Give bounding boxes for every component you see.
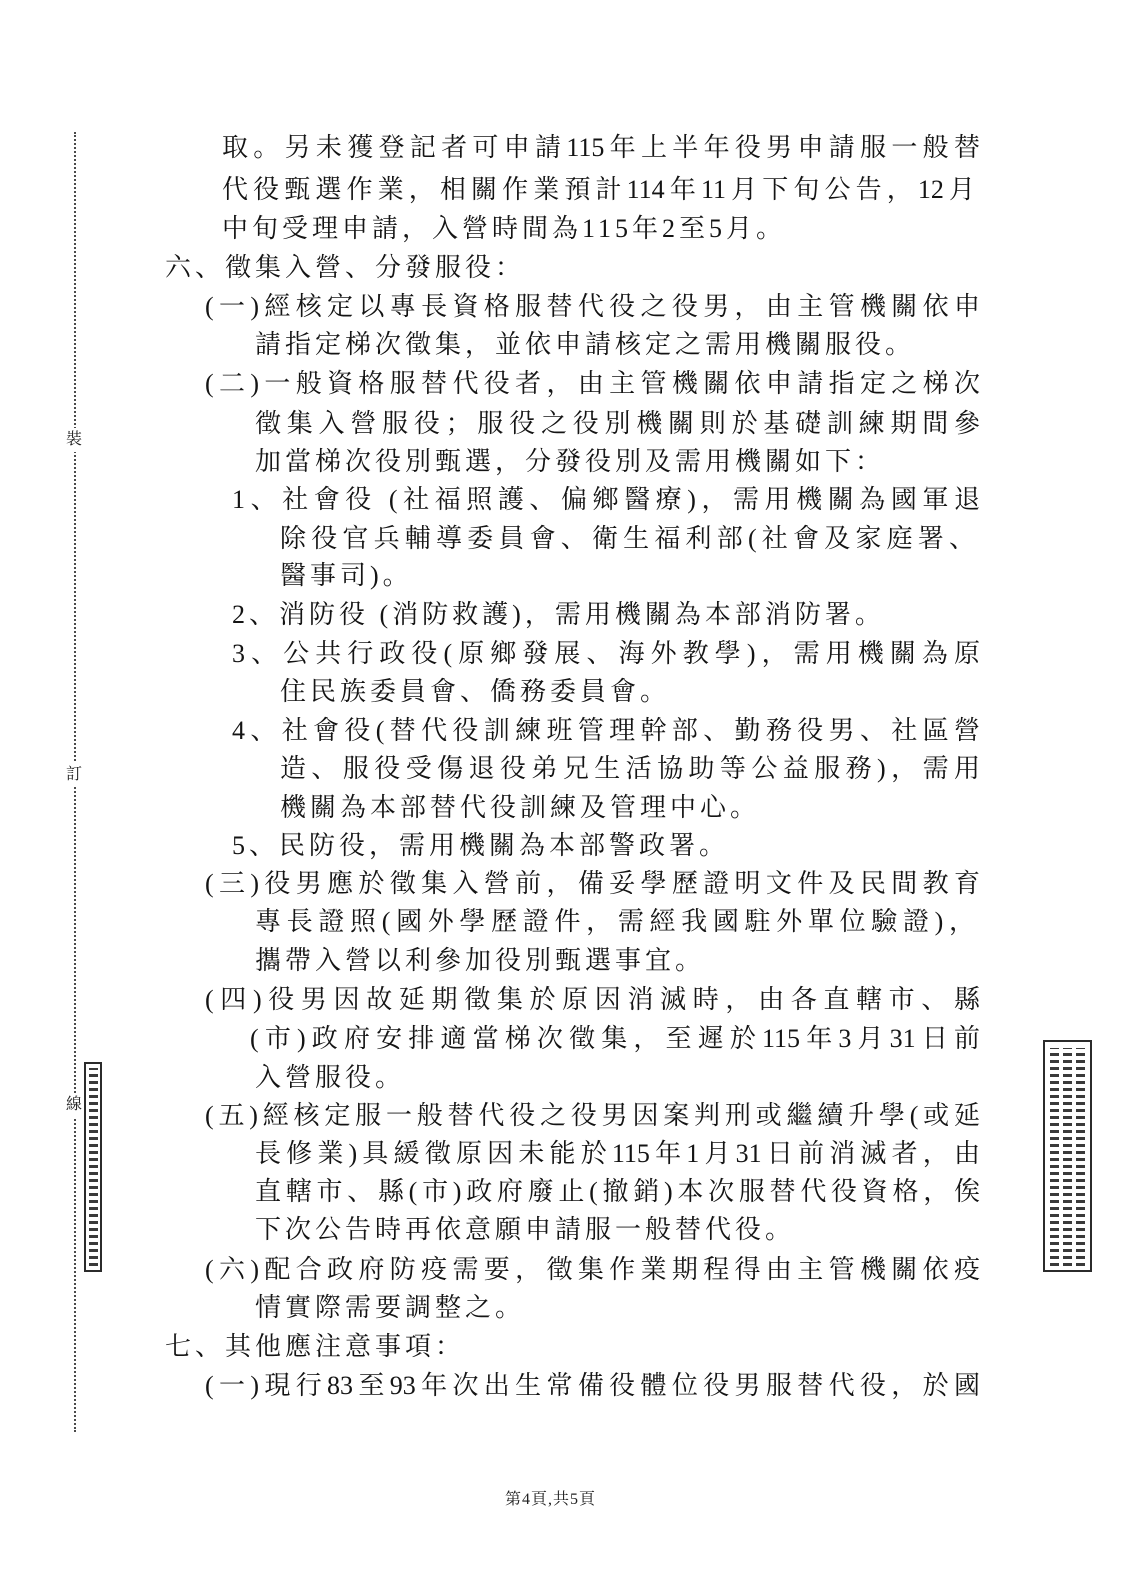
text-line: 下次公告時再依意願申請服一般替代役。: [255, 1215, 796, 1244]
text-line: 機關為本部替代役訓練及管理中心。: [280, 793, 761, 822]
text-line: (四)役男因故延期徵集於原因消滅時，由各直轄市、縣: [205, 985, 980, 1014]
text-line: (二)一般資格服替代役者，由主管機關依申請指定之梯次: [205, 369, 980, 398]
text-line: 代役甄選作業，相關作業預計114年11月下旬公告，12月: [222, 175, 975, 204]
left-seal-stamp: [84, 1062, 102, 1272]
stamp-text-column: [1076, 1048, 1085, 1266]
text-line: 長修業)具緩徵原因未能於115年1月31日前消滅者，由: [255, 1139, 980, 1168]
text-line: 2、消防役 (消防救護)，需用機關為本部消防署。: [232, 600, 885, 629]
page-number: 第4頁,共5頁: [505, 1491, 597, 1508]
text-line: 中旬受理申請，入營時間為115年2至5月。: [222, 214, 787, 243]
text-line: 5、民防役，需用機關為本部警政署。: [232, 831, 730, 860]
text-line: (一)現行83至93年次出生常備役體位役男服替代役，於國: [205, 1371, 980, 1400]
text-line: 入營服役。: [255, 1063, 406, 1092]
text-line: 取。另未獲登記者可申請115年上半年役男申請服一般替: [222, 133, 980, 162]
text-line: 攜帶入營以利參加役別甄選事宜。: [255, 946, 706, 975]
right-seal-stamp: [1043, 1040, 1092, 1272]
stamp-text-column: [1063, 1048, 1072, 1266]
stamp-text-column: [1050, 1048, 1059, 1266]
text-line: 3、公共行政役(原鄉發展、海外教學)，需用機關為原: [232, 639, 980, 668]
binding-label-xian: 線: [62, 1093, 86, 1117]
section-6-heading: 六、徵集入營、分發服役：: [165, 253, 526, 282]
text-line: (市)政府安排適當梯次徵集，至遲於115年3月31日前: [250, 1024, 980, 1053]
text-line: 徵集入營服役；服役之役別機關則於基礎訓練期間參: [255, 409, 980, 438]
text-line: 住民族委員會、僑務委員會。: [280, 677, 671, 706]
text-line: 直轄市、縣(市)政府廢止(撤銷)本次服替代役資格，俟: [255, 1177, 980, 1206]
text-line: 情實際需要調整之。: [255, 1293, 526, 1322]
text-line: 請指定梯次徵集，並依申請核定之需用機關服役。: [255, 330, 916, 359]
text-line: 4、社會役(替代役訓練班管理幹部、勤務役男、社區營: [232, 716, 980, 745]
binding-label-zhuang: 裝: [62, 428, 86, 452]
text-line: 除役官兵輔導委員會、衛生福利部(社會及家庭署、: [280, 524, 975, 553]
text-line: 造、服役受傷退役弟兄生活協助等公益服務)，需用: [280, 754, 980, 783]
text-line: 加當梯次役別甄選，分發役別及需用機關如下：: [255, 447, 886, 476]
text-line: 醫事司)。: [280, 561, 413, 590]
text-line: (一)經核定以專長資格服替代役之役男，由主管機關依申: [205, 292, 980, 321]
text-line: (三)役男應於徵集入營前，備妥學歷證明文件及民間教育: [205, 869, 980, 898]
binding-label-ding: 訂: [62, 763, 86, 787]
section-7-heading: 七、其他應注意事項：: [165, 1332, 466, 1361]
text-line: 專長證照(國外學歷證件，需經我國駐外單位驗證)，: [255, 907, 975, 936]
text-line: 1、社會役 (社福照護、偏鄉醫療)，需用機關為國軍退: [232, 485, 980, 514]
text-line: (五)經核定服一般替代役之役男因案判刑或繼續升學(或延: [205, 1101, 980, 1130]
text-line: (六)配合政府防疫需要，徵集作業期程得由主管機關依疫: [205, 1255, 980, 1284]
